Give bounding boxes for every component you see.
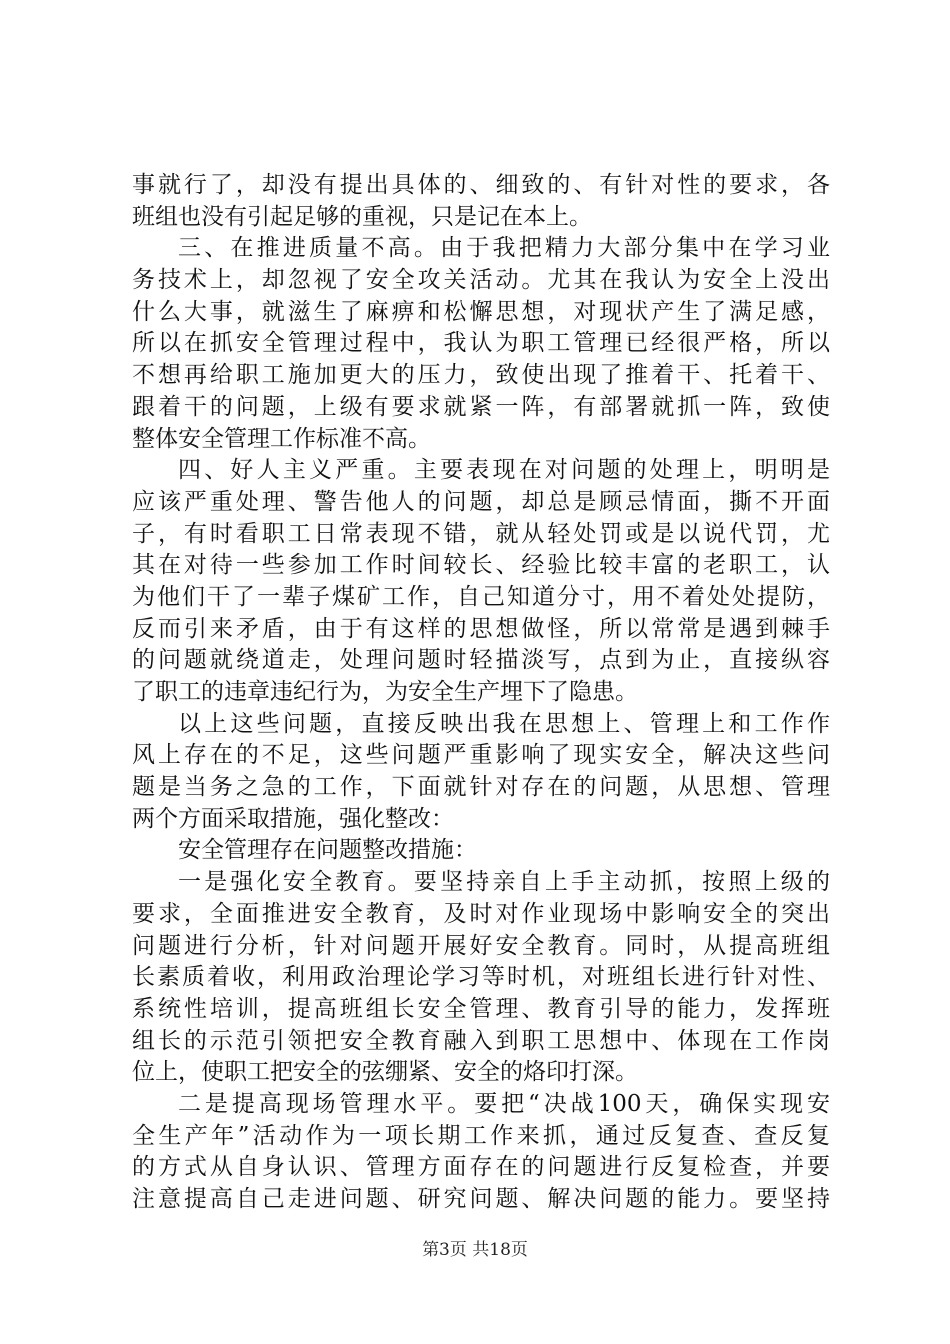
text-line: 所以在抓安全管理过程中，我认为职工管理已经很严格，所以 bbox=[132, 330, 830, 357]
text-line: 要求，全面推进安全教育，及时对作业现场中影响安全的突出 bbox=[132, 900, 830, 927]
text-line: 题是当务之急的工作，下面就针对存在的问题，从思想、管理 bbox=[132, 774, 830, 801]
text-line: 两个方面采取措施，强化整改： bbox=[132, 805, 454, 832]
text-line: 问题进行分析，针对问题开展好安全教育。同时，从提高班组 bbox=[132, 932, 830, 959]
text-line: 系统性培训，提高班组长安全管理、教育引导的能力，发挥班 bbox=[132, 995, 830, 1022]
text-line: 了职工的违章违纪行为，为安全生产埋下了隐患。 bbox=[132, 679, 638, 705]
text-line: 务技术上，却忽视了安全攻关活动。尤其在我认为安全上没出 bbox=[132, 267, 830, 294]
text-line: 不想再给职工施加更大的压力，致使出现了推着干、托着干、 bbox=[132, 362, 830, 389]
text-line: 其在对待一些参加工作时间较长、经验比较丰富的老职工，认 bbox=[132, 552, 830, 579]
text-line: 整体安全管理工作标准不高。 bbox=[132, 425, 431, 452]
text-line: 的问题就绕道走，处理问题时轻描淡写，点到为止，直接纵容 bbox=[132, 647, 830, 674]
text-line: 安全管理存在问题整改措施： bbox=[178, 837, 477, 864]
text-line: 位上，使职工把安全的弦绷紧、安全的烙印打深。 bbox=[132, 1059, 638, 1086]
text-line: 风上存在的不足，这些问题严重影响了现实安全，解决这些问 bbox=[132, 742, 830, 769]
text-line: 组长的示范引领把安全教育融入到职工思想中、体现在工作岗 bbox=[132, 1027, 830, 1054]
text-line: 注意提高自己走进问题、研究问题、解决问题的能力。要坚持 bbox=[132, 1186, 830, 1212]
text-line: 应该严重处理、警告他人的问题，却总是顾忌情面，撕不开面 bbox=[132, 488, 830, 515]
text-line: 的方式从自身认识、管理方面存在的问题进行反复检查，并要 bbox=[132, 1154, 830, 1181]
text-line: 三、在推进质量不高。由于我把精力大部分集中在学习业 bbox=[178, 235, 830, 262]
text-line: 反而引来矛盾，由于有这样的思想做怪，所以常常是遇到棘手 bbox=[132, 615, 830, 642]
text-line: 二是提高现场管理水平。要把“决战100天，确保实现安 bbox=[178, 1090, 830, 1117]
page-footer: 第3页 共18页 bbox=[422, 1240, 528, 1260]
text-line: 长素质着收，利用政治理论学习等时机，对班组长进行针对性、 bbox=[132, 964, 830, 991]
text-line: 什么大事，就滋生了麻痹和松懈思想，对现状产生了满足感， bbox=[132, 298, 830, 325]
text-line: 四、好人主义严重。主要表现在对问题的处理上，明明是 bbox=[178, 457, 830, 484]
text-line: 班组也没有引起足够的重视，只是记在本上。 bbox=[132, 203, 592, 230]
text-line: 一是强化安全教育。要坚持亲自上手主动抓，按照上级的 bbox=[178, 869, 830, 896]
text-line: 以上这些问题，直接反映出我在思想上、管理上和工作作 bbox=[178, 710, 830, 737]
text-line: 为他们干了一辈子煤矿工作，自己知道分寸，用不着处处提防， bbox=[132, 583, 830, 610]
text-line: 全生产年”活动作为一项长期工作来抓，通过反复查、查反复 bbox=[132, 1122, 830, 1149]
document-body bbox=[132, 170, 830, 1216]
text-line: 事就行了，却没有提出具体的、细致的、有针对性的要求，各 bbox=[132, 172, 830, 198]
text-line: 子，有时看职工日常表现不错，就从轻处罚或是以说代罚，尤 bbox=[132, 520, 830, 547]
text-line: 跟着干的问题，上级有要求就紧一阵，有部署就抓一阵，致使 bbox=[132, 393, 830, 420]
